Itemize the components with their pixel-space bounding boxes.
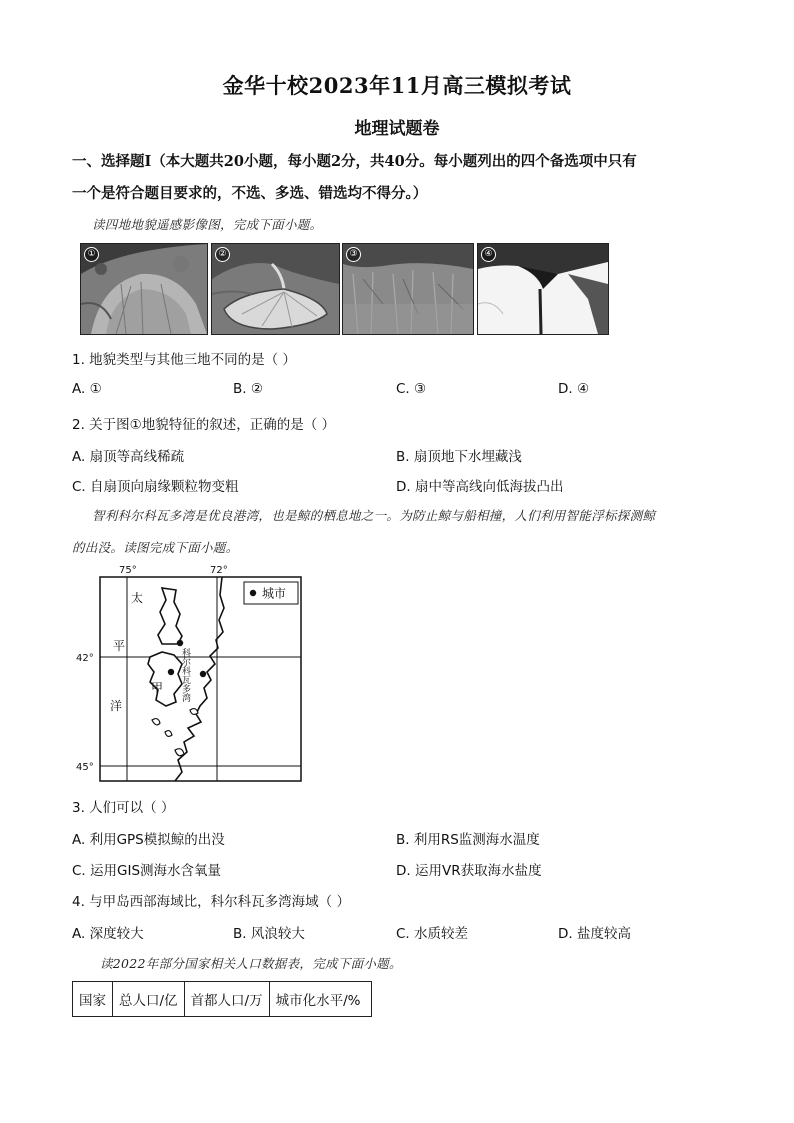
question-4-option-c[interactable]: C. 水质较差 bbox=[396, 926, 469, 942]
ocean-char-yang: 洋 bbox=[110, 699, 123, 713]
question-3-option-b[interactable]: B. 利用RS监测海水温度 bbox=[396, 832, 540, 848]
city-marker-2 bbox=[168, 669, 174, 675]
corcovado-map bbox=[70, 560, 310, 782]
question-3-option-a[interactable]: A. 利用GPS模拟鲸的出没 bbox=[72, 832, 225, 848]
question-4-option-d[interactable]: D. 盐度较高 bbox=[558, 926, 631, 942]
question-1-option-a[interactable]: A. ① bbox=[72, 381, 102, 397]
photo-2-label: ② bbox=[215, 247, 230, 262]
photo-4-delta bbox=[477, 243, 609, 335]
question-2-option-b[interactable]: B. 扇顶地下水埋藏浅 bbox=[396, 449, 522, 465]
photo-1-alluvial-fan bbox=[80, 243, 208, 335]
question-1-stem: 1. 地貌类型与其他三地不同的是（ ） bbox=[72, 352, 296, 368]
lon-label-75: 75° bbox=[119, 565, 137, 576]
population-table bbox=[72, 981, 372, 1017]
section-heading-line1: 一、选择题Ⅰ（本大题共20小题，每小题2分，共40分。每小题列出的四个备选项中只有 bbox=[72, 153, 637, 170]
island-label-jia: 甲 bbox=[151, 681, 164, 695]
legend-city-marker bbox=[250, 590, 256, 596]
bay-label: 科尔科瓦多湾 bbox=[180, 648, 190, 702]
table-header-total-population: 总人口/亿 bbox=[113, 982, 185, 1017]
question-2-stem: 2. 关于图①地貌特征的叙述，正确的是（ ） bbox=[72, 417, 336, 433]
table-header-urbanization: 城市化水平/% bbox=[269, 982, 371, 1017]
question-1-option-b[interactable]: B. ② bbox=[233, 381, 263, 397]
group3-intro: 读2022年部分国家相关人口数据表，完成下面小题。 bbox=[100, 956, 402, 971]
lat-label-45: 45° bbox=[76, 762, 94, 773]
lat-label-42: 42° bbox=[76, 653, 94, 664]
table-header-capital-population: 首都人口/万 bbox=[184, 982, 269, 1017]
small-island-2 bbox=[165, 731, 172, 737]
photo-3-label: ③ bbox=[346, 247, 361, 262]
photo-1-label: ① bbox=[84, 247, 99, 262]
photo-3-landform bbox=[342, 243, 474, 335]
ocean-char-ping: 平 bbox=[113, 639, 126, 653]
question-3-stem: 3. 人们可以（ ） bbox=[72, 800, 175, 816]
question-4-option-b[interactable]: B. 风浪较大 bbox=[233, 926, 305, 942]
landform-photo-strip bbox=[80, 243, 608, 335]
group2-intro-line1: 智利科尔科瓦多湾是优良港湾，也是鲸的栖息地之一。为防止鲸与船相撞，人们利用智能浮标探测鲸 bbox=[92, 508, 656, 523]
photo-3-image bbox=[343, 244, 473, 334]
question-3-option-d[interactable]: D. 运用VR获取海水盐度 bbox=[396, 863, 542, 879]
photo-1-image bbox=[81, 244, 207, 334]
question-2-option-a[interactable]: A. 扇顶等高线稀疏 bbox=[72, 449, 185, 465]
question-2-option-c[interactable]: C. 自扇顶向扇缘颗粒物变粗 bbox=[72, 479, 239, 495]
table-header-country: 国家 bbox=[73, 982, 113, 1017]
question-4-stem: 4. 与甲岛西部海域比，科尔科瓦多湾海域（ ） bbox=[72, 894, 350, 910]
lon-label-72: 72° bbox=[210, 565, 228, 576]
question-3-option-c[interactable]: C. 运用GIS测海水含氧量 bbox=[72, 863, 222, 879]
exam-title: 金华十校2023年11月高三模拟考试 bbox=[222, 73, 572, 98]
section-heading-line2: 一个是符合题目要求的，不选、多选、错选均不得分。） bbox=[72, 185, 428, 202]
table-header-row bbox=[73, 982, 372, 1017]
question-4-option-a[interactable]: A. 深度较大 bbox=[72, 926, 144, 942]
map-svg bbox=[70, 560, 310, 782]
question-1-option-d[interactable]: D. ④ bbox=[558, 381, 590, 397]
legend-city-label: 城市 bbox=[262, 586, 287, 601]
small-island-4 bbox=[190, 709, 198, 715]
photo-4-image bbox=[478, 244, 608, 334]
map-frame bbox=[100, 577, 301, 781]
question-2-option-d[interactable]: D. 扇中等高线向低海拔凸出 bbox=[396, 479, 564, 495]
photo-2-alluvial-fan bbox=[211, 243, 340, 335]
exam-subtitle: 地理试题卷 bbox=[354, 119, 440, 139]
photo-2-image bbox=[212, 244, 339, 334]
group2-intro-line2: 的出没。读图完成下面小题。 bbox=[72, 540, 239, 555]
question-1-option-c[interactable]: C. ③ bbox=[396, 381, 427, 397]
city-marker-1 bbox=[177, 640, 183, 646]
group1-intro: 读四地地貌遥感影像图，完成下面小题。 bbox=[92, 217, 323, 232]
ocean-char-tai: 太 bbox=[131, 591, 144, 605]
photo-4-label: ④ bbox=[481, 247, 496, 262]
city-marker-3 bbox=[200, 671, 206, 677]
